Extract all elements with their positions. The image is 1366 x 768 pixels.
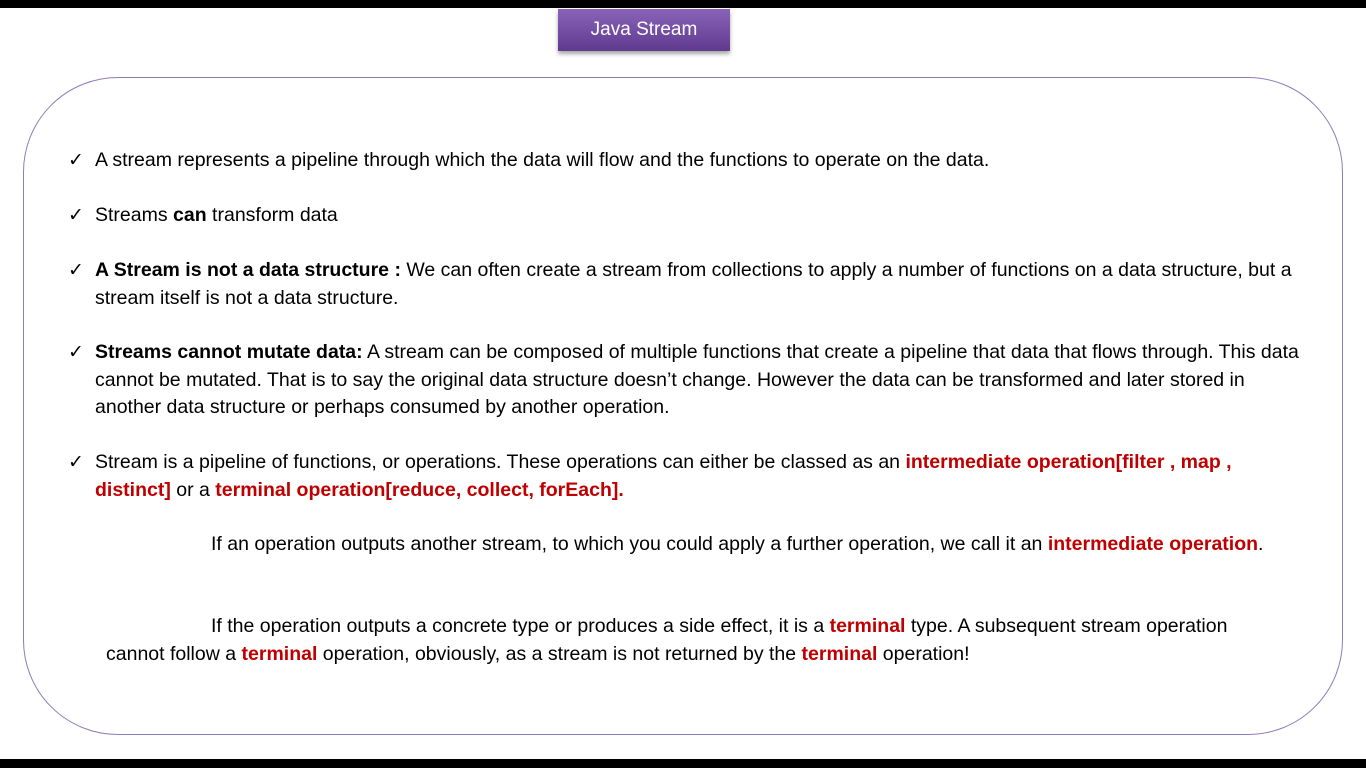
check-icon: ✓ (68, 260, 84, 281)
sub-1-highlight: intermediate operation (1047, 533, 1259, 555)
sub-paragraph-intermediate (95, 531, 1310, 559)
sub-paragraph-terminal (106, 613, 1266, 668)
bullet-2-post: transform data (206, 204, 338, 226)
sub-2-highlight-3: terminal (801, 642, 878, 665)
bullet-2-bold: can (173, 204, 207, 226)
sub-1-post: . (1258, 533, 1264, 555)
bullet-2-pre: Streams (95, 204, 174, 226)
check-icon: ✓ (68, 342, 84, 363)
bullet-4-bold: Streams cannot mutate data: (95, 341, 363, 363)
slide-title (558, 9, 730, 51)
bullet-4 (95, 339, 1310, 422)
bullet-3 (95, 257, 1310, 312)
check-icon: ✓ (68, 452, 84, 473)
slide-title-text: Java Stream (590, 19, 698, 40)
bullet-1 (95, 147, 1310, 175)
sub-2-mid-1: type. A subsequent stream operation cannot follow a (106, 615, 1228, 665)
sub-1-pre: If an operation outputs another stream, to which you could apply a further operation, we call it an (211, 533, 1048, 555)
sub-2-post: operation! (877, 642, 970, 665)
bullet-3-bold: A Stream is not a data structure : (95, 259, 401, 281)
top-border-bar (0, 0, 1366, 8)
bottom-border-bar (0, 759, 1366, 768)
bullet-5-terminal-highlight: terminal operation[reduce, collect, forEach]. (215, 478, 624, 501)
bullet-5-mid: or a (170, 478, 216, 501)
bullet-5-intermediate-highlight: intermediate operation[filter , map , distinct] (95, 451, 1232, 501)
bullet-4-text: A stream can be composed of multiple functions that create a pipeline that data that flows through. This data cannot be mutated. That is to say the original data structure doesn’t change. However the data can be transformed and later stored in another data structure or perhaps consumed by another operation. (95, 341, 1299, 418)
bullet-3-text: We can often create a stream from collections to apply a number of functions on a data structure, but a stream itself is not a data structure. (95, 259, 1292, 309)
sub-2-highlight-1: terminal (829, 615, 906, 637)
check-icon: ✓ (68, 150, 84, 171)
sub-2-highlight-2: terminal (241, 642, 318, 665)
check-icon: ✓ (68, 205, 84, 226)
bullet-5-pre: Stream is a pipeline of functions, or operations. These operations can either be classed as an (95, 451, 906, 473)
bullet-5 (95, 449, 1310, 504)
sub-2-pre: If the operation outputs a concrete type or produces a side effect, it is a (211, 615, 830, 637)
sub-2-mid-2: operation, obviously, as a stream is not returned by the (317, 642, 802, 665)
bullet-2 (95, 202, 1310, 230)
bullet-1-text: A stream represents a pipeline through which the data will flow and the functions to operate on the data. (95, 149, 990, 171)
